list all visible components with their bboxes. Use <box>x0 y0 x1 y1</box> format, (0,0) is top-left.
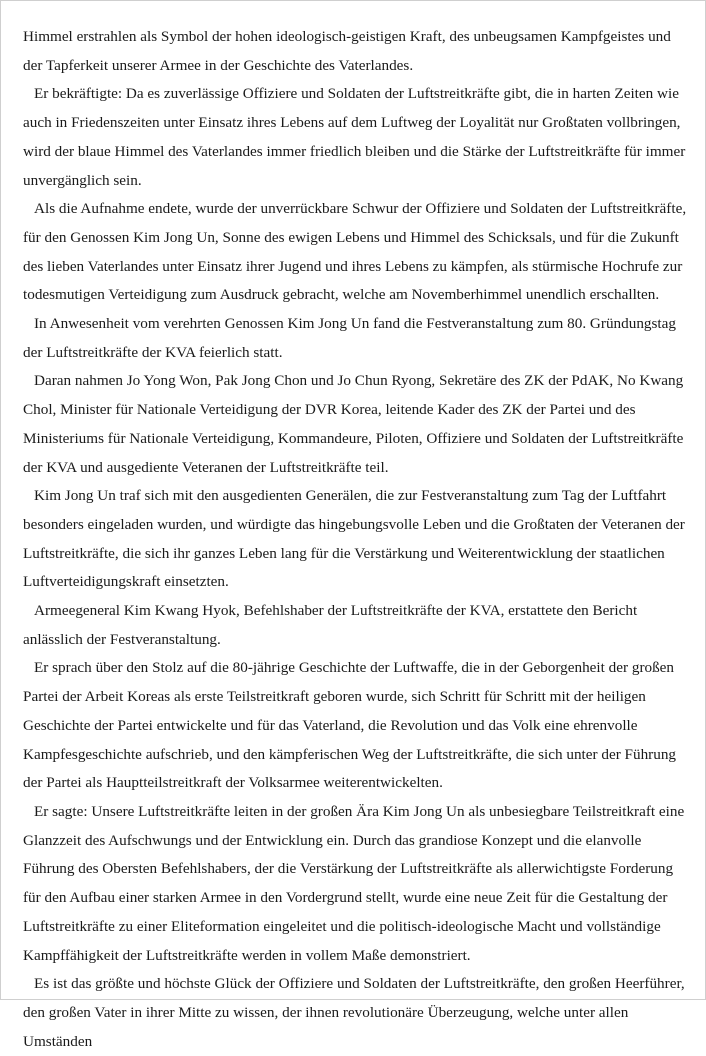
paragraph: Als die Aufnahme endete, wurde der unverrückbare Schwur der Offiziere und Soldaten der Luftstreitkräfte, für den Genossen Kim Jong Un, Sonne des ewigen Lebens und Himmel des Schicksals, und für die Zukunft des lieben Vaterlandes unter Einsatz ihrer Jugend und ihres Lebens zu kämpfen, als stürmische Hochrufe zur todesmutigen Verteidigung zum Ausdruck gebracht, welche am Novemberhimmel unendlich erschallten. <box>23 200 687 304</box>
paragraph: Kim Jong Un traf sich mit den ausgedienten Generälen, die zur Festveranstaltung zum Tag der Luftfahrt besonders eingeladen wurden, und würdigte das hingebungsvolle Leben und die Großtaten der Veteranen der Luftstreitkräfte, die sich ihr ganzes Leben lang für die Verstärkung und Weiterentwicklung der staatlichen Luftverteidigungskraft einsetzten. <box>23 487 685 591</box>
paragraph: Armeegeneral Kim Kwang Hyok, Befehlshaber der Luftstreitkräfte der KVA, erstattete den Bericht anlässlich der Festveranstaltung. <box>23 602 638 648</box>
paragraph: Daran nahmen Jo Yong Won, Pak Jong Chon und Jo Chun Ryong, Sekretäre des ZK der PdAK, No Kwang Chol, Minister für Nationale Verteidigung der DVR Korea, leitende Kader des ZK der Partei und des Ministeriums für Nationale Verteidigung, Kommandeure, Piloten, Offiziere und Soldaten der Luftstreitkräfte der KVA und ausgediente Veteranen der Luftstreitkräfte teil. <box>23 372 684 476</box>
paragraph: Er sprach über den Stolz auf die 80-jährige Geschichte der Luftwaffe, die in der Geborgenheit der großen Partei der Arbeit Koreas als erste Teilstreitkraft geboren wurde, sich Schritt für Schritt mit der heiligen Geschichte der Partei entwickelte und für das Vaterland, die Revolution und das Volk eine ehrenvolle Kampfesgeschichte aufschrieb, und den kämpferischen Weg der Luftstreitkräfte, die sich unter der Führung der Partei als Hauptteilstreitkraft der Volksarmee weiterentwickelten. <box>23 659 677 792</box>
paragraph: Er sagte: Unsere Luftstreitkräfte leiten in der großen Ära Kim Jong Un als unbesiegbare Teilstreitkraft eine Glanzzeit des Aufschwungs und der Entwicklung ein. Durch das grandiose Konzept und die elanvolle Führung des Obersten Befehlshabers, der die Verstärkung der Luftstreitkräfte als allerwichtigste Forderung für den Aufbau einer starken Armee in den Vordergrund stellt, wurde eine neue Zeit für die Gestaltung der Luftstreitkräfte zu einer Eliteformation eingeleitet und die politisch-ideologische Macht und vollständige Kampffähigkeit der Luftstreitkräfte werden in vollem Maße demonstriert. <box>23 802 685 964</box>
paragraph: Er bekräftigte: Da es zuverlässige Offiziere und Soldaten der Luftstreitkräfte gibt, die in harten Zeiten wie auch in Friedenszeiten unter Einsatz ihres Lebens auf dem Luftweg der Loyalität nur Großtaten vollbringen, wird der blaue Himmel des Vaterlandes immer friedlich bleiben und die Stärke der Luftstreitkräfte für immer unvergänglich sein. <box>23 85 686 189</box>
paragraph: In Anwesenheit vom verehrten Genossen Kim Jong Un fand die Festveranstaltung zum 80. Gründungstag der Luftstreitkräfte der KVA feierlich statt. <box>23 315 676 361</box>
paragraph: Es ist das größte und höchste Glück der Offiziere und Soldaten der Luftstreitkräfte, den großen Heerführer, den großen Vater in ihrer Mitte zu wissen, der ihnen revolutionäre Überzeugung, welche unter allen Umständen <box>23 975 685 1050</box>
article-body <box>23 23 693 1056</box>
paragraph-continued: Himmel erstrahlen als Symbol der hohen ideologisch-geistigen Kraft, des unbeugsamen Kampfgeistes und der Tapferkeit unserer Armee in der Geschichte des Vaterlandes. <box>23 28 671 74</box>
